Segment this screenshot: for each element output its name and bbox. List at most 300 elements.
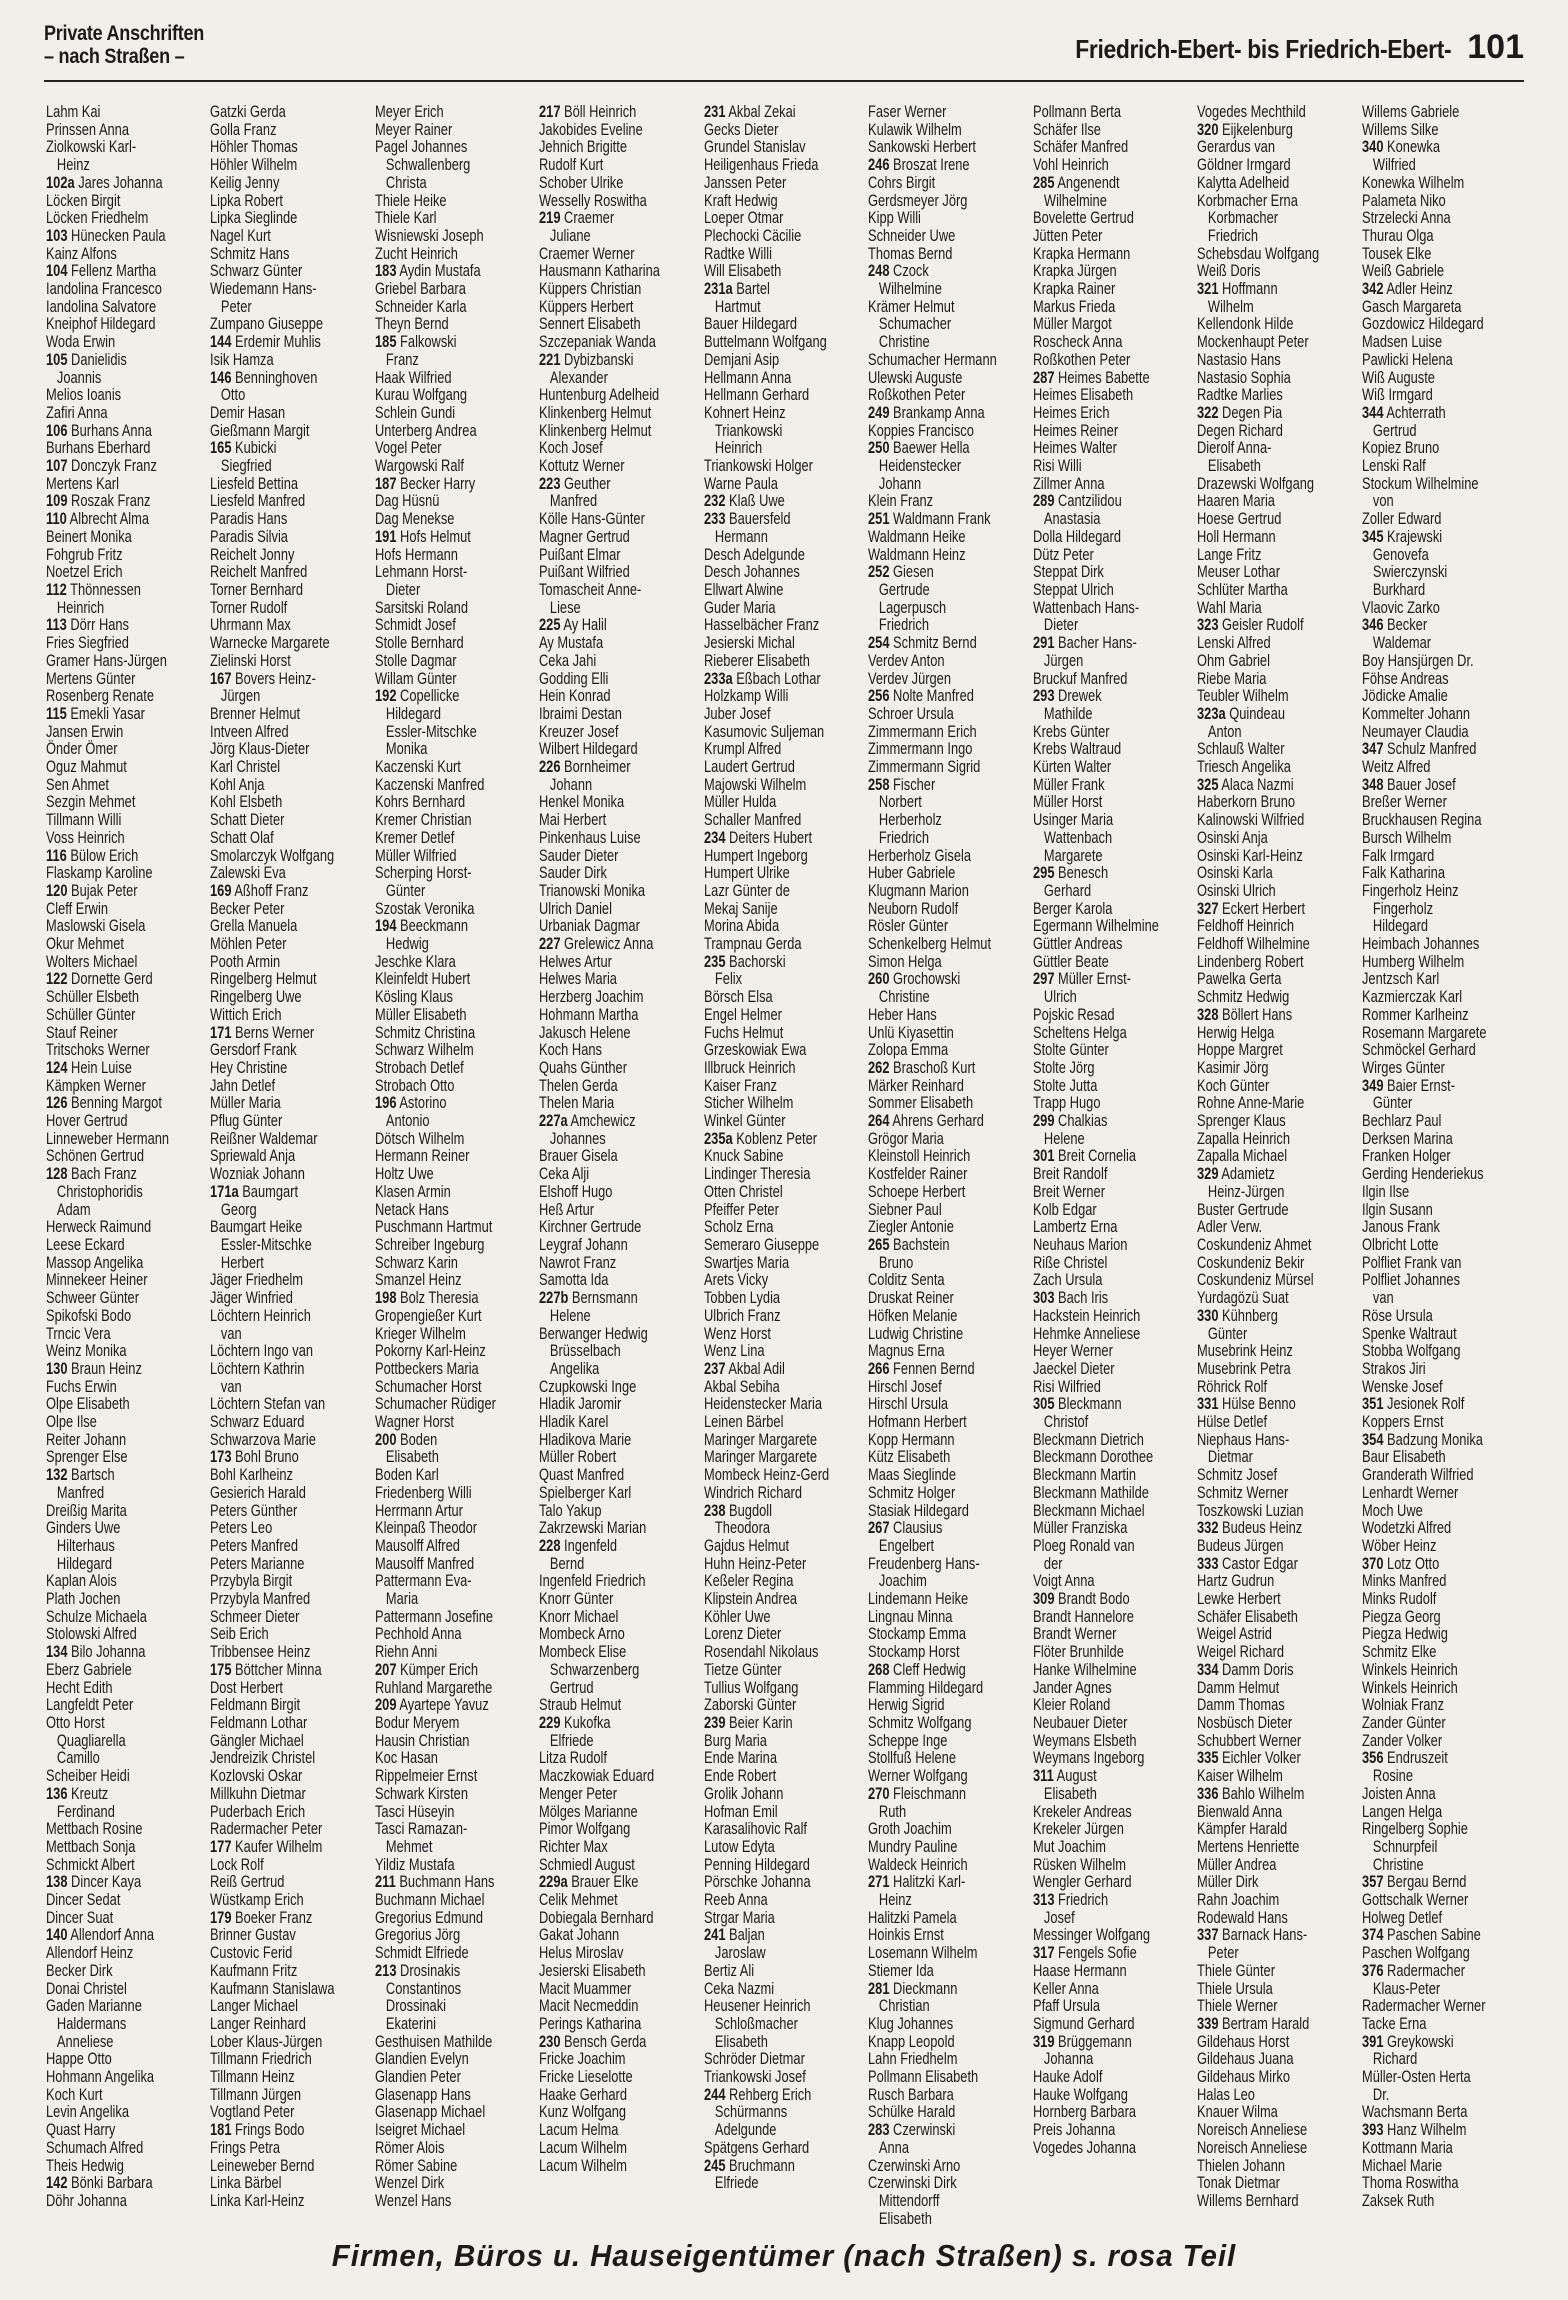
directory-entry: Friedrich xyxy=(1207,226,1259,245)
directory-entry: Weymans Ingeborg xyxy=(1032,1749,1144,1768)
directory-entry: Wilhelm xyxy=(1207,297,1254,316)
directory-entry: Henkel Monika xyxy=(539,793,625,812)
directory-entry: Schloßmacher xyxy=(714,2014,798,2033)
directory-entry: Hein Konrad xyxy=(539,687,611,706)
directory-entry: Rodewald Hans xyxy=(1197,1908,1288,1927)
directory-entry: Heber Hans xyxy=(868,1005,937,1024)
directory-entry: Frings Petra xyxy=(210,2138,281,2157)
directory-entry: Pattermann Eva- xyxy=(374,1572,472,1591)
directory-entry: Tribbensee Heinz xyxy=(210,1643,311,1662)
directory-entry: Pojskic Resad xyxy=(1032,1005,1115,1024)
directory-entry: Stiemer Ida xyxy=(868,1961,934,1980)
directory-entry: Knorr Michael xyxy=(539,1607,619,1626)
directory-entry: Dieter xyxy=(1043,616,1078,635)
directory-entry: 115 Emekli Yasar xyxy=(46,704,145,723)
directory-entry: Triankowski Josef xyxy=(703,2068,806,2087)
directory-entry: Warne Paula xyxy=(703,474,778,493)
directory-entry: Wilfried xyxy=(1372,156,1416,175)
directory-entry: Genovefa xyxy=(1372,545,1429,564)
directory-entry: Donai Christel xyxy=(46,1979,127,1998)
directory-entry: Faser Werner xyxy=(868,104,947,121)
directory-entry: 285 Angenendt xyxy=(1032,173,1120,192)
directory-entry: Hey Christine xyxy=(210,1058,288,1077)
directory-entry: Anastasia xyxy=(1043,510,1101,529)
directory-entry: Schroer Ursula xyxy=(868,704,955,723)
directory-entry: Fricke Joachim xyxy=(539,2050,626,2069)
directory-entry: Johann xyxy=(879,474,922,493)
directory-entry: Sennert Elisabeth xyxy=(539,315,641,334)
directory-entry: Brinner Gustav xyxy=(210,1926,297,1945)
directory-entry: 211 Buchmann Hans xyxy=(374,1873,495,1892)
directory-entry: 227a Amchewicz xyxy=(539,1112,636,1131)
house-number: 321 xyxy=(1197,280,1219,299)
directory-entry: 309 Brandt Bodo xyxy=(1032,1590,1130,1609)
house-number: 132 xyxy=(46,1466,68,1485)
house-number: 267 xyxy=(868,1519,890,1538)
directory-entry: Kasumovic Suljeman xyxy=(703,722,824,741)
directory-entry: Hausin Christian xyxy=(374,1731,470,1750)
directory-entry: Christine xyxy=(879,988,930,1007)
directory-entry: Roßkothen Peter xyxy=(1032,350,1130,369)
page-range-block xyxy=(1024,28,1524,67)
directory-entry: Feldhoff Heinrich xyxy=(1197,917,1295,936)
directory-entry: 268 Cleff Hedwig xyxy=(868,1660,966,1679)
directory-entry: Gecks Dieter xyxy=(703,120,779,139)
directory-entry: Flaskamp Karoline xyxy=(46,864,153,883)
directory-entry: Wilhelmine xyxy=(879,280,943,299)
directory-entry: Tillmann Willi xyxy=(46,811,122,830)
directory-entry: Mombeck Arno xyxy=(539,1625,626,1644)
directory-entry: Werner Wolfgang xyxy=(868,1767,968,1786)
directory-entry: Triesch Angelika xyxy=(1197,758,1292,777)
directory-entry: Krapka Hermann xyxy=(1032,244,1130,263)
directory-entry: Schmiedl August xyxy=(539,1855,636,1874)
directory-entry: Waldmann Heike xyxy=(868,527,966,546)
directory-entry: Isik Hamza xyxy=(210,350,275,369)
directory-entry: Schürmanns xyxy=(714,2103,787,2122)
directory-entry: Märker Reinhard xyxy=(868,1076,965,1095)
directory-entry: Groth Joachim xyxy=(868,1820,952,1839)
directory-entry: Torner Bernhard xyxy=(210,580,304,599)
directory-entry: Gropengießer Kurt xyxy=(374,1306,482,1325)
directory-entry: Lindenberg Robert xyxy=(1197,952,1304,971)
directory-entry: Röse Ursula xyxy=(1361,1306,1433,1325)
directory-entry: Zapalla Michael xyxy=(1197,1147,1288,1166)
directory-entry: Koch Hans xyxy=(539,1041,603,1060)
house-number: 344 xyxy=(1361,403,1383,422)
directory-entry: Meuser Lothar xyxy=(1197,563,1281,582)
directory-entry: Anna xyxy=(879,2138,910,2157)
directory-entry: Wodetzki Alfred xyxy=(1361,1519,1451,1538)
directory-entry: Sankowski Herbert xyxy=(868,138,977,157)
house-number: 221 xyxy=(539,350,561,369)
directory-entry: Falk Irmgard xyxy=(1361,846,1434,865)
directory-entry: Halas Leo xyxy=(1197,2085,1256,2104)
directory-entry: Stolte Günter xyxy=(1032,1041,1109,1060)
directory-entry: Wiß Auguste xyxy=(1361,368,1435,387)
directory-entry: Desch Adelgunde xyxy=(703,545,805,564)
directory-entry: Czerwinski Dirk xyxy=(868,2174,957,2193)
directory-entry: Thurau Olga xyxy=(1361,226,1434,245)
directory-entry: Wüstkamp Erich xyxy=(210,1891,305,1910)
directory-entry: Przybyla Manfred xyxy=(210,1590,311,1609)
directory-entry: Palameta Niko xyxy=(1361,191,1446,210)
directory-entry: Zoller Edward xyxy=(1361,510,1441,529)
directory-entry: Kasimir Jörg xyxy=(1197,1058,1269,1077)
directory-entry: Bovelette Gertrud xyxy=(1032,209,1134,228)
directory-entry: Lindinger Theresia xyxy=(703,1165,811,1184)
directory-entry: Kazmierczak Karl xyxy=(1361,988,1462,1007)
directory-entry: van xyxy=(1372,1289,1394,1308)
house-number: 106 xyxy=(46,421,68,440)
directory-entry: Fries Siegfried xyxy=(46,634,129,653)
directory-entry: Wirges Günter xyxy=(1361,1058,1445,1077)
directory-entry: Noreisch Anneliese xyxy=(1197,2121,1308,2140)
directory-entry: Tonak Dietmar xyxy=(1197,2174,1281,2193)
directory-entry: 238 Bugdoll xyxy=(703,1501,772,1520)
directory-entry: 235a Koblenz Peter xyxy=(703,1129,817,1148)
house-number: 244 xyxy=(703,2085,726,2104)
directory-column xyxy=(704,104,868,2230)
directory-entry: Czerwinski Arno xyxy=(868,2156,961,2175)
house-number: 249 xyxy=(868,403,890,422)
directory-entry: Leineweber Bernd xyxy=(210,2156,315,2175)
directory-entry: Schwarz Günter xyxy=(210,262,303,281)
directory-entry: Oguz Mahmut xyxy=(46,758,127,777)
directory-entry: Schröder Dietmar xyxy=(703,2050,805,2069)
directory-entry: Plath Jochen xyxy=(46,1590,121,1609)
directory-column xyxy=(1197,104,1361,2230)
directory-entry: Kremer Christian xyxy=(374,811,472,830)
directory-entry: Anneliese xyxy=(56,2032,114,2051)
directory-entry: 370 Lotz Otto xyxy=(1361,1554,1439,1573)
directory-entry: Piegza Hedwig xyxy=(1361,1625,1448,1644)
directory-entry: Gesierich Harald xyxy=(210,1483,307,1502)
directory-entry: 233 Bauersfeld xyxy=(703,510,791,529)
house-number: 231 xyxy=(703,104,726,121)
house-number: 252 xyxy=(868,563,890,582)
directory-entry: 173 Bohl Bruno xyxy=(210,1448,300,1467)
directory-entry: Heinrich xyxy=(714,439,762,458)
directory-entry: Heinz xyxy=(56,156,90,175)
directory-entry: Risi Willi xyxy=(1032,457,1082,476)
directory-entry: Zakrzewski Marian xyxy=(539,1519,647,1538)
directory-entry: Kipp Willi xyxy=(868,209,922,228)
directory-entry: Schulze Michaela xyxy=(46,1607,147,1626)
directory-entry: Christof xyxy=(1043,1413,1088,1432)
directory-entry: Burkhard xyxy=(1372,580,1425,599)
directory-entry: Hohmann Angelika xyxy=(46,2068,155,2087)
directory-entry: 295 Benesch xyxy=(1032,864,1108,883)
directory-entry: Bruckuf Manfred xyxy=(1032,669,1128,688)
directory-entry: Löcken Friedhelm xyxy=(46,209,149,228)
house-number: 271 xyxy=(868,1873,890,1892)
directory-entry: Rosemann Margarete xyxy=(1361,1023,1486,1042)
directory-entry: Holweg Detlef xyxy=(1361,1908,1442,1927)
directory-entry: Spenke Waltraut xyxy=(1361,1324,1457,1343)
directory-entry: Linneweber Hermann xyxy=(46,1129,170,1148)
directory-entry: Tillmann Friedrich xyxy=(210,2050,313,2069)
house-number: 357 xyxy=(1361,1873,1383,1892)
directory-entry: 104 Fellenz Martha xyxy=(46,262,157,281)
house-number: 270 xyxy=(868,1784,890,1803)
directory-entry: Sprenger Else xyxy=(46,1448,128,1467)
directory-entry: Zimmermann Ingo xyxy=(868,740,973,759)
directory-entry: Buster Gertrude xyxy=(1197,1200,1289,1219)
directory-entry: Radermacher Werner xyxy=(1361,1997,1486,2016)
directory-entry: 342 Adler Heinz xyxy=(1361,280,1453,299)
directory-entry: Unlü Kiyasettin xyxy=(868,1023,955,1042)
directory-entry: Risi Wilfried xyxy=(1032,1377,1101,1396)
directory-entry: Minks Rudolf xyxy=(1361,1590,1436,1609)
directory-entry: 237 Akbal Adil xyxy=(703,1359,785,1378)
directory-entry: Hofman Emil xyxy=(703,1802,778,1821)
directory-entry: Mertens Günter xyxy=(46,669,136,688)
directory-entry: Friedrich xyxy=(879,616,930,635)
directory-entry: Strzelecki Anna xyxy=(1361,209,1451,228)
directory-entry: Pollmann Berta xyxy=(1032,104,1121,121)
house-number: 346 xyxy=(1361,616,1383,635)
page-footer xyxy=(0,2238,1568,2282)
directory-entry: Ulewski Auguste xyxy=(868,368,963,387)
directory-entry: Swartjes Maria xyxy=(703,1253,789,1272)
directory-entry: Minks Manfred xyxy=(1361,1572,1446,1591)
house-number: 301 xyxy=(1032,1147,1055,1166)
directory-entry: Konewka Wilhelm xyxy=(1361,173,1464,192)
directory-entry: Torner Rudolf xyxy=(210,598,288,617)
house-number: 281 xyxy=(868,1979,890,1998)
directory-entry: Herbert xyxy=(221,1253,265,1272)
directory-entry: Litza Rudolf xyxy=(539,1749,608,1768)
directory-entry: Küppers Herbert xyxy=(539,297,634,316)
house-number: 144 xyxy=(210,333,232,352)
directory-entry: Alexander xyxy=(550,368,609,387)
directory-entry: Pokorny Karl-Heinz xyxy=(374,1342,486,1361)
house-number: 351 xyxy=(1361,1395,1383,1414)
directory-entry: Koch Günter xyxy=(1197,1076,1270,1095)
directory-entry: Roscheck Anna xyxy=(1032,333,1123,352)
directory-entry: Camillo xyxy=(56,1749,100,1768)
directory-entry: Richard xyxy=(1372,2050,1417,2069)
directory-entry: 356 Endruszeit xyxy=(1361,1749,1448,1768)
directory-entry: Schmitz Josef xyxy=(1197,1466,1278,1485)
directory-entry: Berger Karola xyxy=(1032,899,1113,918)
directory-entry: 132 Bartsch xyxy=(46,1466,115,1485)
directory-entry: 287 Heimes Babette xyxy=(1032,368,1150,387)
directory-entry: Majowski Wilhelm xyxy=(703,775,807,794)
directory-entry: Krekeler Andreas xyxy=(1032,1802,1132,1821)
directory-entry: Jander Agnes xyxy=(1032,1678,1112,1697)
directory-entry: Bernd xyxy=(550,1554,585,1573)
directory-entry: 340 Konewka xyxy=(1361,138,1440,157)
directory-entry: Dreißig Marita xyxy=(46,1501,127,1520)
directory-entry: Müller Wilfried xyxy=(374,846,457,865)
directory-entry: Schäfer Elisabeth xyxy=(1197,1607,1298,1626)
house-number: 165 xyxy=(210,439,232,458)
directory-entry: Kaplan Alois xyxy=(46,1572,117,1591)
directory-entry: Schlein Gundi xyxy=(374,403,456,422)
directory-entry: Thielen Johann xyxy=(1197,2156,1286,2175)
directory-entry: Vohl Heinrich xyxy=(1032,156,1109,175)
directory-entry: Kaiser Franz xyxy=(703,1076,777,1095)
directory-entry: Dincer Suat xyxy=(46,1908,114,1927)
house-number: 140 xyxy=(46,1926,68,1945)
directory-entry: Kleinstoll Heinrich xyxy=(868,1147,971,1166)
directory-entry: Jehnich Brigitte xyxy=(539,138,628,157)
directory-entry: Mettbach Sonja xyxy=(46,1837,136,1856)
directory-entry: Ringelberg Sophie xyxy=(1361,1820,1468,1839)
directory-entry: Elfriede xyxy=(714,2174,759,2193)
directory-entry: Klinkenberg Helmut xyxy=(539,421,652,440)
house-number: 115 xyxy=(46,704,67,723)
house-number: 235 xyxy=(703,952,726,971)
directory-entry: Klasen Armin xyxy=(374,1182,451,1201)
directory-entry: Puißant Elmar xyxy=(539,545,621,564)
directory-entry: Triankowski xyxy=(714,421,783,440)
directory-entry: Kürten Walter xyxy=(1032,758,1111,777)
house-number: 258 xyxy=(868,775,890,794)
directory-entry: Berwanger Hedwig xyxy=(539,1324,649,1343)
directory-entry: Gertrude xyxy=(879,580,930,599)
directory-entry: Jakusch Helene xyxy=(539,1023,631,1042)
directory-entry: Friedenberg Willi xyxy=(374,1483,472,1502)
directory-entry: 198 Bolz Theresia xyxy=(374,1289,479,1308)
house-number: 228 xyxy=(539,1536,561,1555)
directory-entry: Gerdsmeyer Jörg xyxy=(868,191,968,210)
directory-entry: Wattenbach xyxy=(1043,828,1112,847)
directory-entry: Schmitz Elke xyxy=(1361,1643,1436,1662)
directory-entry: 344 Achterrath xyxy=(1361,403,1446,422)
directory-entry: 256 Nolte Manfred xyxy=(868,687,975,706)
directory-entry: Kohl Anja xyxy=(210,775,265,794)
directory-entry: Juliane xyxy=(550,226,592,245)
directory-entry: Kostfelder Rainer xyxy=(868,1165,968,1184)
directory-entry: Jeschke Klara xyxy=(374,952,456,971)
directory-entry: Grögor Maria xyxy=(868,1129,945,1148)
directory-entry: Schmitz Holger xyxy=(868,1483,956,1502)
directory-entry: Ingenfeld Friedrich xyxy=(539,1572,646,1591)
house-number: 303 xyxy=(1032,1289,1055,1308)
house-number: 113 xyxy=(46,616,67,635)
directory-entry: Teubler Wilhelm xyxy=(1197,687,1289,706)
directory-entry: Lock Rolf xyxy=(210,1855,265,1874)
directory-entry: Hoppe Margret xyxy=(1197,1041,1283,1060)
house-number: 297 xyxy=(1032,970,1055,989)
directory-entry: Pawlicki Helena xyxy=(1361,350,1453,369)
directory-entry: Gertrud xyxy=(1372,421,1417,440)
directory-entry: Anton xyxy=(1207,722,1242,741)
directory-entry: Müller Elisabeth xyxy=(374,1005,467,1024)
directory-entry: Damm Helmut xyxy=(1197,1678,1280,1697)
directory-entry: Hildegard xyxy=(385,704,441,723)
house-number: 295 xyxy=(1032,864,1055,883)
directory-entry: Manfred xyxy=(56,1483,105,1502)
directory-entry: Christophoridis xyxy=(56,1182,143,1201)
directory-entry: 223 Geuther xyxy=(539,474,611,493)
directory-entry: 109 Roszak Franz xyxy=(46,492,151,511)
directory-entry: Schmitz Werner xyxy=(1197,1483,1289,1502)
directory-entry: Karasalihovic Ralf xyxy=(703,1820,807,1839)
directory-entry: 337 Barnack Hans- xyxy=(1197,1926,1308,1945)
directory-entry: 217 Böll Heinrich xyxy=(539,104,637,121)
house-number: 320 xyxy=(1197,120,1219,139)
directory-entry: Iandolina Salvatore xyxy=(46,297,157,316)
directory-entry: Mertens Karl xyxy=(46,474,119,493)
directory-entry: Lewke Herbert xyxy=(1197,1590,1281,1609)
directory-entry: Bursch Wilhelm xyxy=(1361,828,1451,847)
directory-entry: Koppers Ernst xyxy=(1361,1413,1444,1432)
directory-entry: Huhn Heinz-Peter xyxy=(703,1554,807,1573)
directory-entry: 107 Donczyk Franz xyxy=(46,457,157,476)
directory-columns xyxy=(46,104,1526,2230)
directory-entry: Wenz Lina xyxy=(703,1342,765,1361)
directory-entry: 231 Akbal Zekai xyxy=(703,104,796,121)
directory-entry: Spätgens Gerhard xyxy=(703,2138,809,2157)
directory-entry: Wöber Heinz xyxy=(1361,1536,1436,1555)
directory-entry: 144 Erdemir Muhlis xyxy=(210,333,322,352)
house-number: 354 xyxy=(1361,1430,1383,1449)
directory-entry: 319 Brüggemann xyxy=(1032,2032,1132,2051)
directory-entry: Tullius Wolfgang xyxy=(703,1678,799,1697)
directory-entry: Levin Angelika xyxy=(46,2103,130,2122)
directory-entry: Schumacher Hermann xyxy=(868,350,997,369)
directory-entry: Lober Klaus-Jürgen xyxy=(210,2032,323,2051)
directory-entry: Günter xyxy=(385,881,426,900)
directory-entry: Scholz Erna xyxy=(703,1218,774,1237)
directory-entry: Eberz Gabriele xyxy=(46,1660,132,1679)
directory-entry: Feldmann Birgit xyxy=(210,1696,301,1715)
directory-entry: Bohl Karlheinz xyxy=(210,1466,294,1485)
directory-entry: Brenner Helmut xyxy=(210,704,301,723)
directory-entry: 322 Degen Pia xyxy=(1197,403,1283,422)
house-number: 333 xyxy=(1197,1554,1219,1573)
directory-entry: Hartmut xyxy=(714,297,761,316)
directory-entry: Macit Muammer xyxy=(539,1979,632,1998)
directory-entry: Löchtern Ingo van xyxy=(210,1342,314,1361)
directory-entry: Sommer Elisabeth xyxy=(868,1094,974,1113)
directory-entry: Markus Frieda xyxy=(1032,297,1115,316)
directory-entry: Elshoff Hugo xyxy=(539,1182,613,1201)
directory-entry: Tacke Erna xyxy=(1361,2014,1426,2033)
house-number: 207 xyxy=(374,1660,397,1679)
directory-entry: 328 Böllert Hans xyxy=(1197,1005,1293,1024)
directory-entry: Rosine xyxy=(1372,1767,1413,1786)
directory-entry: Baur Elisabeth xyxy=(1361,1448,1446,1467)
directory-entry: Swierczynski xyxy=(1372,563,1447,582)
directory-entry: Millkuhn Dietmar xyxy=(210,1784,307,1803)
house-number: 393 xyxy=(1361,2121,1383,2140)
directory-entry: Thomas Bernd xyxy=(868,244,953,263)
directory-entry: 320 Eijkelenburg xyxy=(1197,120,1293,139)
directory-entry: Reeb Anna xyxy=(703,1891,768,1910)
directory-entry: Liese xyxy=(550,598,582,617)
house-number: 227 xyxy=(539,935,561,954)
directory-entry: Mausolff Alfred xyxy=(374,1536,460,1555)
directory-entry: 140 Allendorf Anna xyxy=(46,1926,155,1945)
directory-entry: Szczepaniak Wanda xyxy=(539,333,657,352)
directory-entry: Döhr Johanna xyxy=(46,2191,127,2210)
directory-entry: 177 Kaufer Wilhelm xyxy=(210,1837,323,1856)
directory-entry: der xyxy=(1043,1554,1063,1573)
directory-entry: Jütten Peter xyxy=(1032,226,1103,245)
directory-entry: Steppat Ulrich xyxy=(1032,580,1114,599)
directory-entry: Wargowski Ralf xyxy=(374,457,464,476)
directory-entry: Voigt Anna xyxy=(1032,1572,1095,1591)
directory-entry: Mai Herbert xyxy=(539,811,607,830)
directory-entry: Cleff Erwin xyxy=(46,899,108,918)
directory-entry: Jendreizik Christel xyxy=(210,1749,316,1768)
directory-entry: Börsch Elsa xyxy=(703,988,773,1007)
